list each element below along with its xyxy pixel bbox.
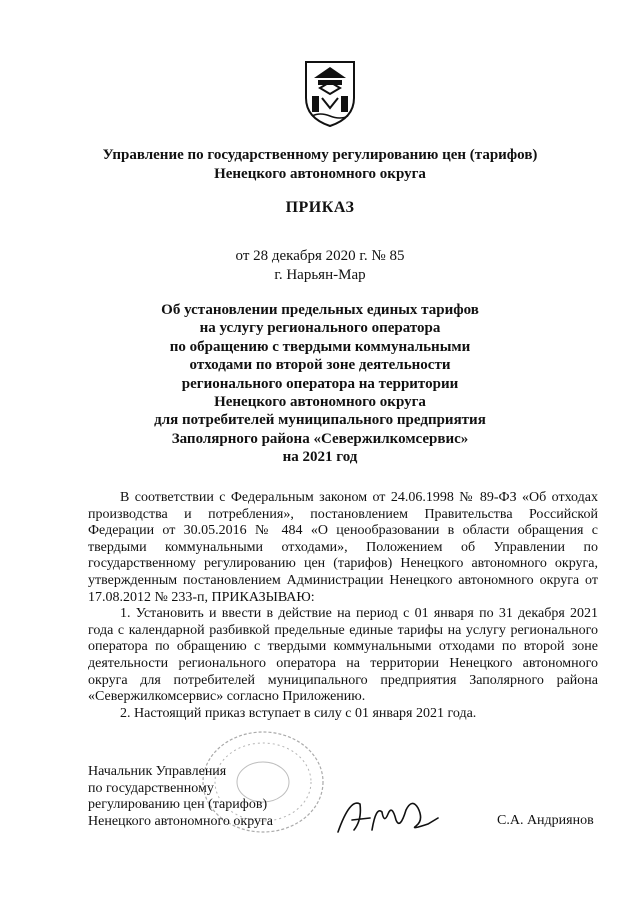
subject-line: для потребителей муниципального предприятия xyxy=(154,412,486,429)
subject-line: Об установлении предельных единых тарифов xyxy=(161,302,479,318)
document-body xyxy=(88,490,598,722)
issuing-authority xyxy=(60,146,580,184)
preamble-paragraph: В соответствии с Федеральным законом от 24.06.1998 № 89-ФЗ «Об отходах производства и потребления», постановлением Правительства Российской Федерации от 30.05.2016 № 484 «О ценообразовании в области обращения с твердыми коммунальными отходами», Положением об Управлении по государственному регулированию цен (тарифов) Ненецкого автономного округа, утвержденным постановлением Администрации Ненецкого автономного округа от 17.08.2012 № 233-п, ПРИКАЗЫВАЮ: xyxy=(88,490,598,605)
order-item-1: 1. Установить и ввести в действие на период с 01 января по 31 декабря 2021 года с календарной разбивкой предельные единые тарифы на услугу регионального оператора по обращению с твердыми коммунальными отходами по второй зоне деятельности регионального оператора на территории Ненецкого автономного округа для потребителей муниципального предприятия Заполярного района «Севержилкомсервис» согласно Приложению. xyxy=(88,606,598,705)
document-type: ПРИКАЗ xyxy=(285,199,355,216)
coat-of-arms-icon xyxy=(300,58,360,128)
document-meta xyxy=(60,247,580,285)
subject-line: отходами по второй зоне деятельности xyxy=(189,357,451,374)
signatory-position xyxy=(88,764,273,830)
position-line: Начальник Управления xyxy=(88,764,227,779)
subject-line: Ненецкого автономного округа xyxy=(214,394,426,411)
document-date-number: от 28 декабря 2020 г. № 85 xyxy=(235,248,405,264)
authority-line-2: Ненецкого автономного округа xyxy=(214,166,426,182)
subject-line: по обращению с твердыми коммунальными xyxy=(169,338,471,355)
subject-line: на 2021 год xyxy=(282,449,358,466)
subject-line: Заполярного района «Севержилкомсервис» xyxy=(171,430,469,447)
subject-line: на услугу регионального оператора xyxy=(199,320,441,337)
signer-name: С.А. Андриянов xyxy=(497,813,594,828)
authority-line-1: Управление по государственному регулированию цен (тарифов) xyxy=(102,147,538,163)
handwritten-signature xyxy=(332,790,442,840)
document-subject xyxy=(60,301,580,467)
order-item-2: 2. Настоящий приказ вступает в силу с 01 января 2021 года. xyxy=(120,705,477,721)
document-place: г. Нарьян-Мар xyxy=(274,267,366,283)
position-line: регулированию цен (тарифов) xyxy=(88,797,268,813)
position-line: по государственному xyxy=(88,780,214,796)
subject-line: регионального оператора на территории xyxy=(181,375,459,392)
position-line: Ненецкого автономного округа xyxy=(88,813,273,829)
